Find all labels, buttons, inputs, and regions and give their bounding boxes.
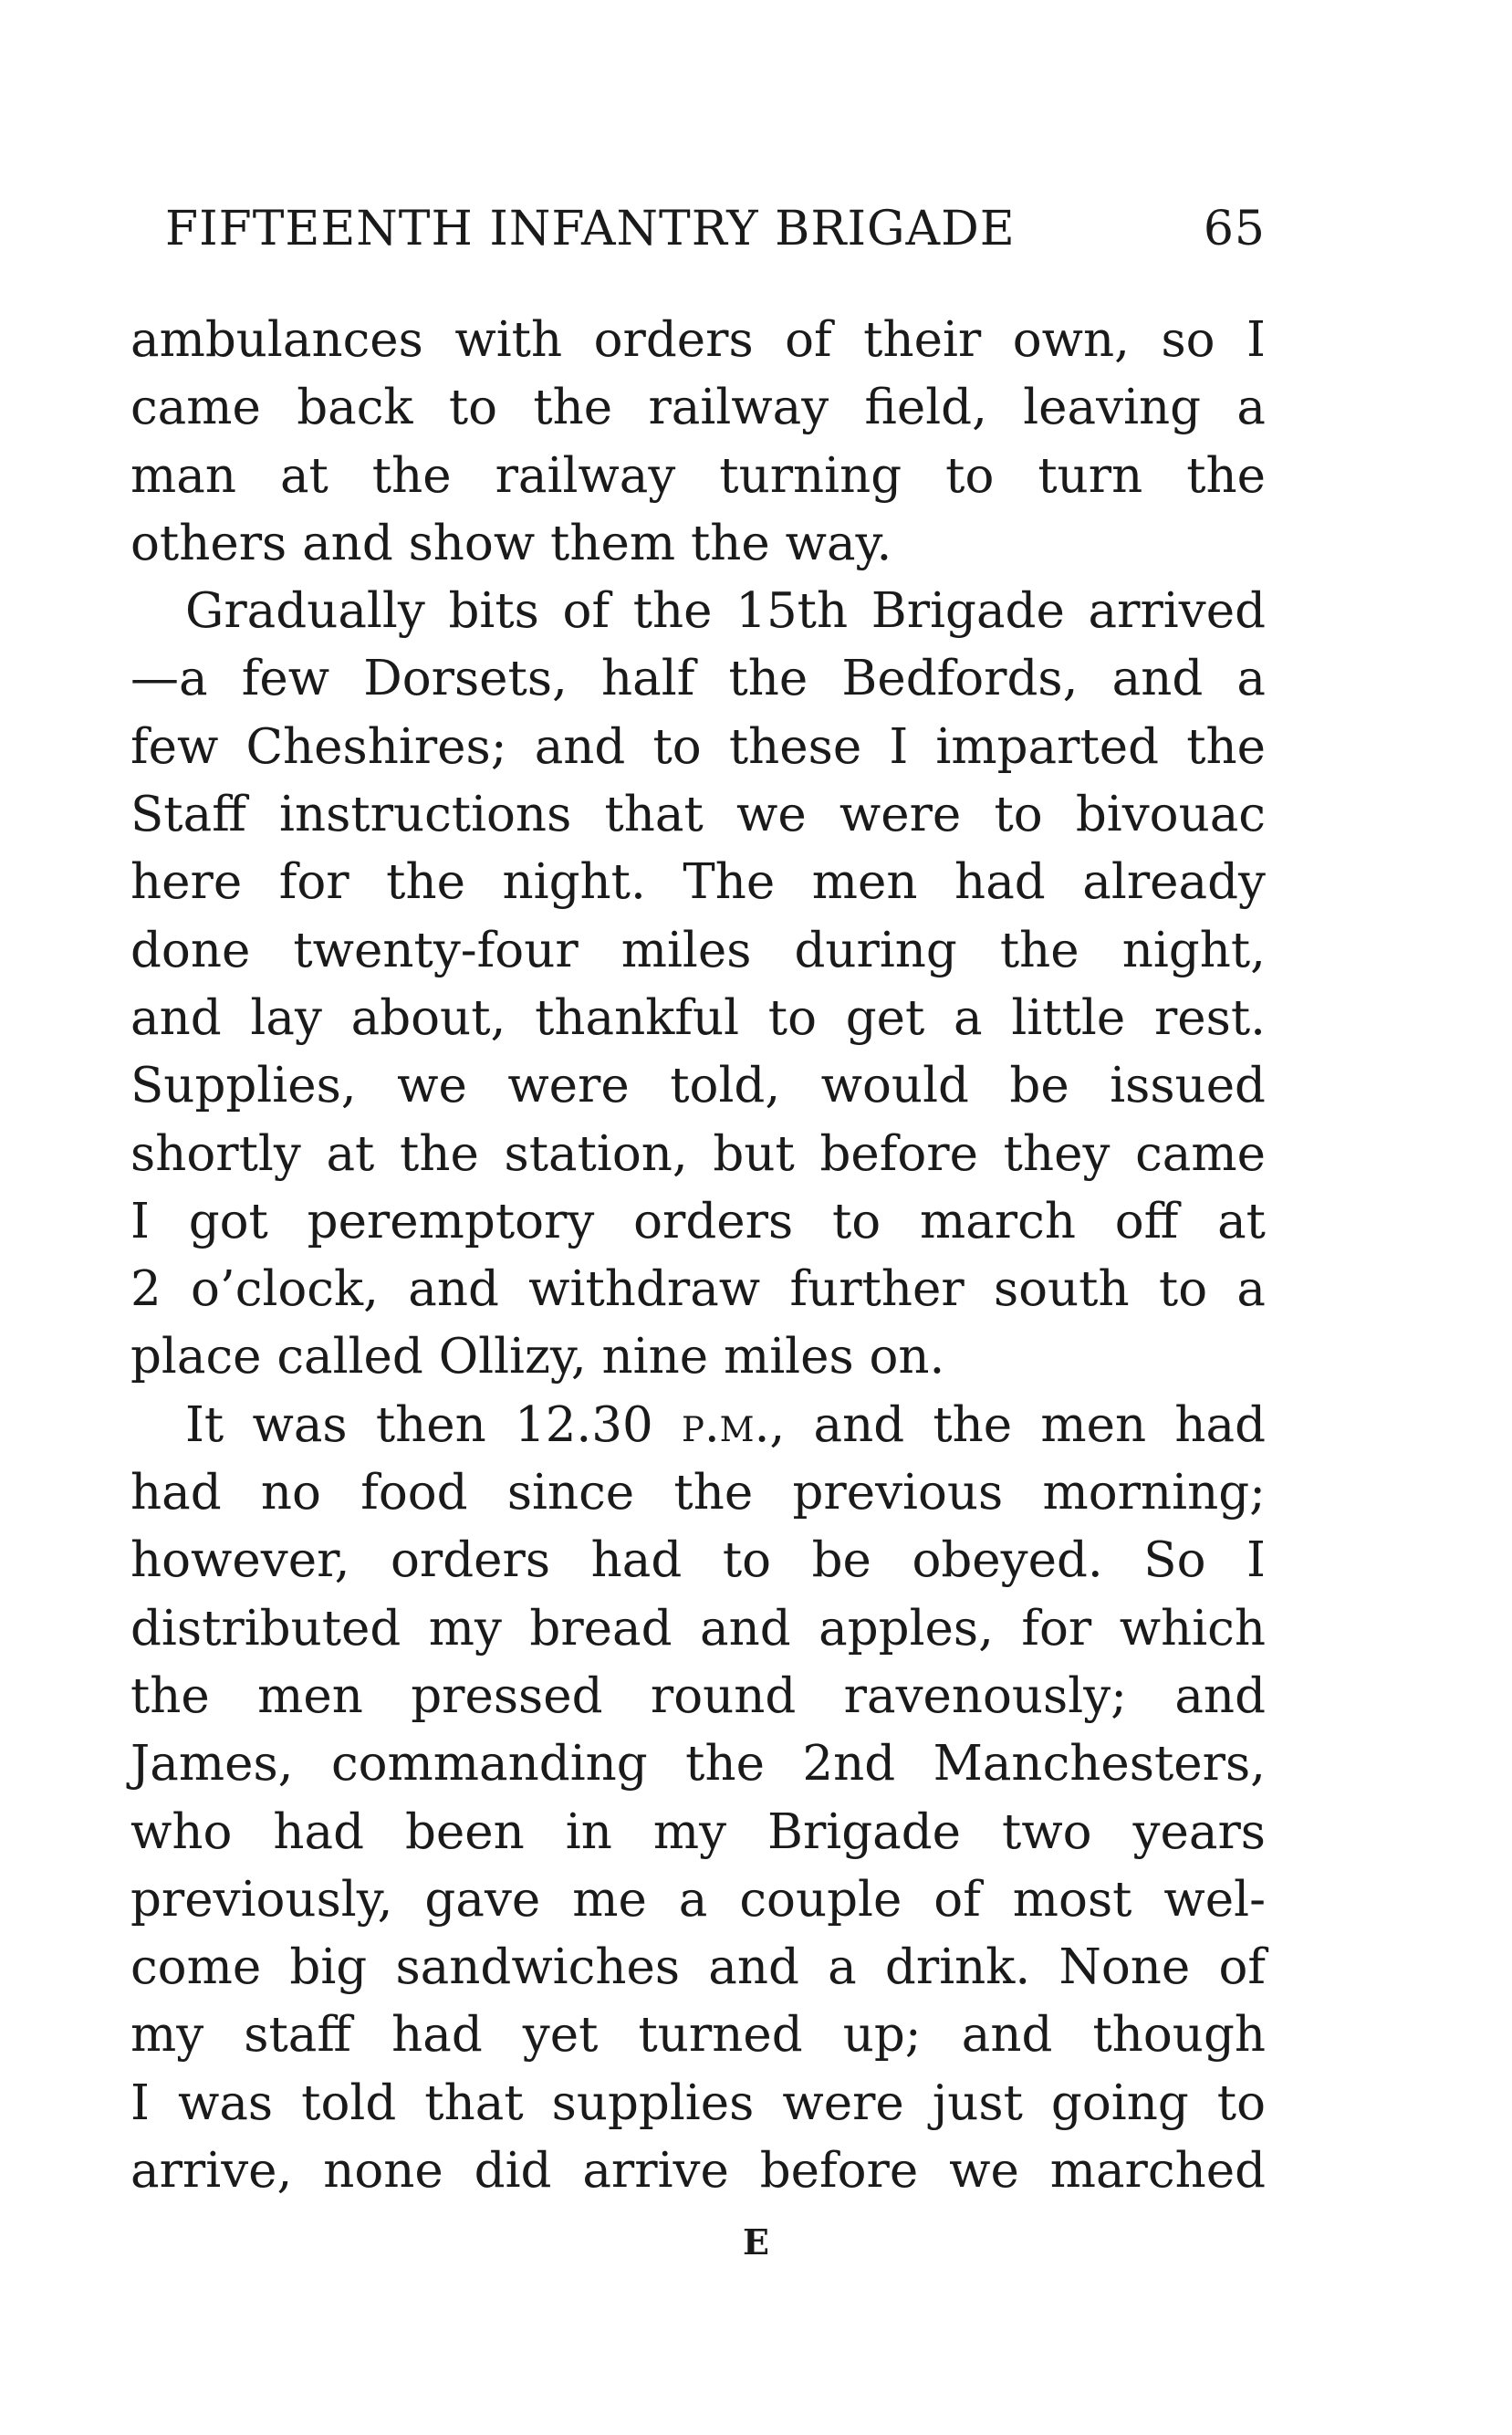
text-line: shortly at the station, but before they came <box>130 1125 1266 1182</box>
text-line: however, orders had to be obeyed. So I <box>130 1532 1266 1589</box>
text-line: Staff instructions that we were to bivouac <box>130 787 1266 843</box>
text-line: previously, gave me a couple of most wel- <box>130 1871 1266 1928</box>
text-line: James, commanding the 2nd Manchesters, <box>130 1736 1266 1792</box>
signature-mark: E <box>743 2221 769 2263</box>
text-line: come big sandwiches and a drink. None of <box>130 1939 1266 1996</box>
text-line: done twenty-four miles during the night, <box>130 922 1266 978</box>
text-line: who had been in my Brigade two years <box>130 1803 1266 1860</box>
text-line: others and show them the way. <box>130 515 892 571</box>
text-line: had no food since the previous morning; <box>130 1465 1266 1521</box>
small-caps-abbrev: p.m. <box>681 1396 770 1453</box>
text-line: my staff had yet turned up; and though <box>130 2007 1266 2064</box>
text-line: the men pressed round ravenously; and <box>130 1667 1266 1724</box>
text-fragment: It was then 12.30 <box>185 1396 682 1453</box>
text-line: Supplies, we were told, would be issued <box>130 1058 1266 1114</box>
page-number: 65 <box>1203 202 1266 256</box>
text-line: few Cheshires; and to these I imparted the <box>130 718 1266 775</box>
text-line: man at the railway turning to turn the <box>130 447 1266 504</box>
text-line: place called Ollizy, nine miles on. <box>130 1329 945 1385</box>
text-line <box>130 1392 1266 1459</box>
text-line: here for the night. The men had already <box>130 854 1266 911</box>
text-line: I got peremptory orders to march off at <box>130 1193 1266 1249</box>
text-line: —a few Dorsets, half the Bedfords, and a <box>130 651 1266 707</box>
text-line: and lay about, thankful to get a little rest. <box>130 989 1266 1046</box>
text-fragment: , and the men had <box>769 1396 1267 1453</box>
text-line: distributed my bread and apples, for which <box>130 1600 1266 1656</box>
text-line: arrive, none did arrive before we marched <box>130 2143 1266 2200</box>
running-head <box>165 197 1266 261</box>
text-line: I was told that supplies were just going to <box>130 2074 1266 2131</box>
body-text <box>130 307 1266 2205</box>
running-head-title: FIFTEENTH INFANTRY BRIGADE <box>165 202 1016 256</box>
text-line: came back to the railway field, leaving a <box>130 380 1266 436</box>
text-line: 2 o’clock, and withdraw further south to a <box>130 1261 1266 1318</box>
text-line: Gradually bits of the 15th Brigade arrived <box>185 583 1266 640</box>
text-line: ambulances with orders of their own, so I <box>130 312 1266 368</box>
